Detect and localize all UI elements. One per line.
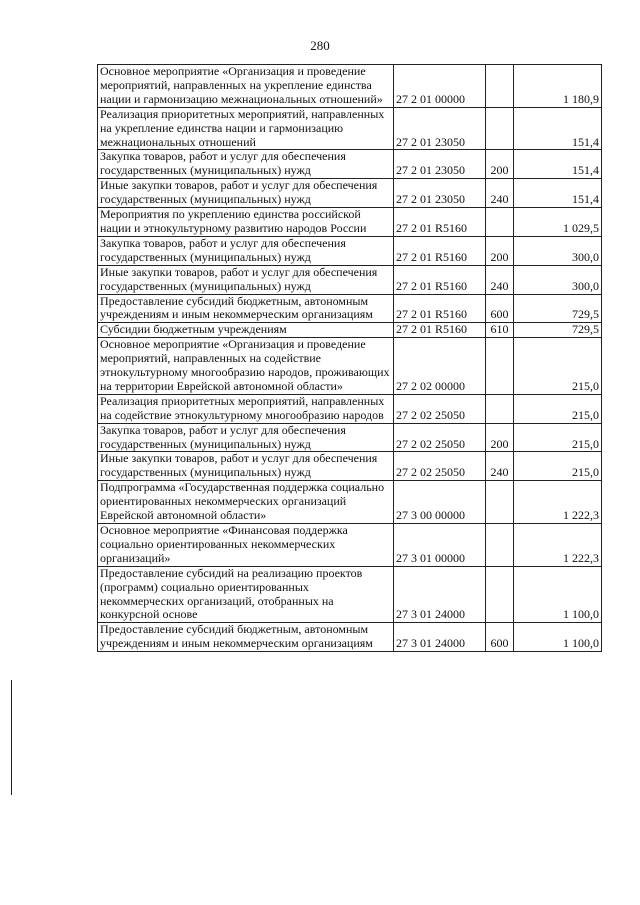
row-sum-cell: 300,0 (514, 236, 602, 265)
row-sum-cell: 215,0 (514, 338, 602, 395)
row-sum-cell: 1 222,3 (514, 481, 602, 524)
row-kvr-cell (486, 107, 514, 150)
row-sum-cell: 215,0 (514, 394, 602, 423)
row-kvr-cell (486, 208, 514, 237)
row-sum-cell: 1 100,0 (514, 566, 602, 623)
row-code-cell: 27 2 02 00000 (394, 338, 486, 395)
row-kvr-cell (486, 65, 514, 108)
table-row (98, 107, 602, 150)
row-kvr-cell: 610 (486, 323, 514, 338)
table-row (98, 623, 602, 652)
row-kvr-cell: 200 (486, 150, 514, 179)
budget-table (97, 64, 602, 652)
row-sum-cell: 1 029,5 (514, 208, 602, 237)
row-sum-cell: 1 100,0 (514, 623, 602, 652)
row-sum-cell: 215,0 (514, 423, 602, 452)
row-name-cell: Основное мероприятие «Организация и проведение мероприятий, направленных на содействие этнокультурному многообразию народов, проживающих на территории Еврейской автономной области» (98, 338, 394, 395)
row-code-cell: 27 3 00 00000 (394, 481, 486, 524)
row-name-cell: Закупка товаров, работ и услуг для обеспечения государственных (муниципальных) нужд (98, 150, 394, 179)
row-code-cell: 27 3 01 00000 (394, 524, 486, 567)
row-kvr-cell: 600 (486, 294, 514, 323)
row-kvr-cell: 240 (486, 452, 514, 481)
row-sum-cell: 151,4 (514, 150, 602, 179)
row-name-cell: Предоставление субсидий на реализацию проектов (программ) социально ориентированных некоммерческих организаций, отобранных на конкурсной основе (98, 566, 394, 623)
row-name-cell: Закупка товаров, работ и услуг для обеспечения государственных (муниципальных) нужд (98, 423, 394, 452)
row-name-cell: Реализация приоритетных мероприятий, направленных на содействие этнокультурному многообразию народов (98, 394, 394, 423)
table-row (98, 481, 602, 524)
row-code-cell: 27 2 02 25050 (394, 394, 486, 423)
row-kvr-cell (486, 338, 514, 395)
row-code-cell: 27 3 01 24000 (394, 566, 486, 623)
table-row (98, 208, 602, 237)
row-sum-cell: 151,4 (514, 179, 602, 208)
row-sum-cell: 151,4 (514, 107, 602, 150)
row-code-cell: 27 2 01 23050 (394, 107, 486, 150)
row-name-cell: Мероприятия по укреплению единства российской нации и этнокультурному развитию народов России (98, 208, 394, 237)
table-row (98, 423, 602, 452)
row-sum-cell: 215,0 (514, 452, 602, 481)
row-kvr-cell: 600 (486, 623, 514, 652)
row-code-cell: 27 2 01 R5160 (394, 294, 486, 323)
table-row (98, 452, 602, 481)
row-name-cell: Реализация приоритетных мероприятий, направленных на укрепление единства нации и гармонизацию межнациональных отношений (98, 107, 394, 150)
row-name-cell: Основное мероприятие «Финансовая поддержка социально ориентированных некоммерческих организаций» (98, 524, 394, 567)
row-kvr-cell (486, 524, 514, 567)
row-name-cell: Иные закупки товаров, работ и услуг для обеспечения государственных (муниципальных) нужд (98, 265, 394, 294)
row-sum-cell: 300,0 (514, 265, 602, 294)
table-row (98, 179, 602, 208)
row-sum-cell: 1 180,9 (514, 65, 602, 108)
row-code-cell: 27 2 02 25050 (394, 452, 486, 481)
row-name-cell: Основное мероприятие «Организация и проведение мероприятий, направленных на укрепление единства нации и гармонизацию межнациональных отношений» (98, 65, 394, 108)
budget-table-body (98, 65, 602, 652)
row-kvr-cell: 240 (486, 179, 514, 208)
page-number: 280 (310, 38, 330, 53)
row-sum-cell: 729,5 (514, 294, 602, 323)
row-name-cell: Предоставление субсидий бюджетным, автономным учреждениям и иным некоммерческим организациям (98, 294, 394, 323)
margin-line (11, 680, 12, 795)
table-row (98, 265, 602, 294)
row-name-cell: Субсидии бюджетным учреждениям (98, 323, 394, 338)
row-code-cell: 27 2 01 R5160 (394, 236, 486, 265)
row-code-cell: 27 2 01 R5160 (394, 265, 486, 294)
table-row (98, 323, 602, 338)
row-code-cell: 27 2 01 23050 (394, 150, 486, 179)
table-row (98, 236, 602, 265)
table-row (98, 524, 602, 567)
row-kvr-cell (486, 481, 514, 524)
row-sum-cell: 1 222,3 (514, 524, 602, 567)
row-sum-cell: 729,5 (514, 323, 602, 338)
row-name-cell: Закупка товаров, работ и услуг для обеспечения государственных (муниципальных) нужд (98, 236, 394, 265)
table-row (98, 566, 602, 623)
table-row (98, 150, 602, 179)
row-code-cell: 27 2 01 23050 (394, 179, 486, 208)
table-row (98, 338, 602, 395)
row-code-cell: 27 2 02 25050 (394, 423, 486, 452)
row-code-cell: 27 2 01 00000 (394, 65, 486, 108)
row-name-cell: Иные закупки товаров, работ и услуг для обеспечения государственных (муниципальных) нужд (98, 179, 394, 208)
row-kvr-cell (486, 394, 514, 423)
row-kvr-cell: 240 (486, 265, 514, 294)
row-name-cell: Иные закупки товаров, работ и услуг для обеспечения государственных (муниципальных) нужд (98, 452, 394, 481)
table-row (98, 65, 602, 108)
row-kvr-cell (486, 566, 514, 623)
row-name-cell: Подпрограмма «Государственная поддержка социально ориентированных некоммерческих организаций Еврейской автономной области» (98, 481, 394, 524)
row-code-cell: 27 2 01 R5160 (394, 323, 486, 338)
row-kvr-cell: 200 (486, 423, 514, 452)
table-row (98, 294, 602, 323)
row-name-cell: Предоставление субсидий бюджетным, автономным учреждениям и иным некоммерческим организациям (98, 623, 394, 652)
row-code-cell: 27 3 01 24000 (394, 623, 486, 652)
row-kvr-cell: 200 (486, 236, 514, 265)
table-row (98, 394, 602, 423)
row-code-cell: 27 2 01 R5160 (394, 208, 486, 237)
